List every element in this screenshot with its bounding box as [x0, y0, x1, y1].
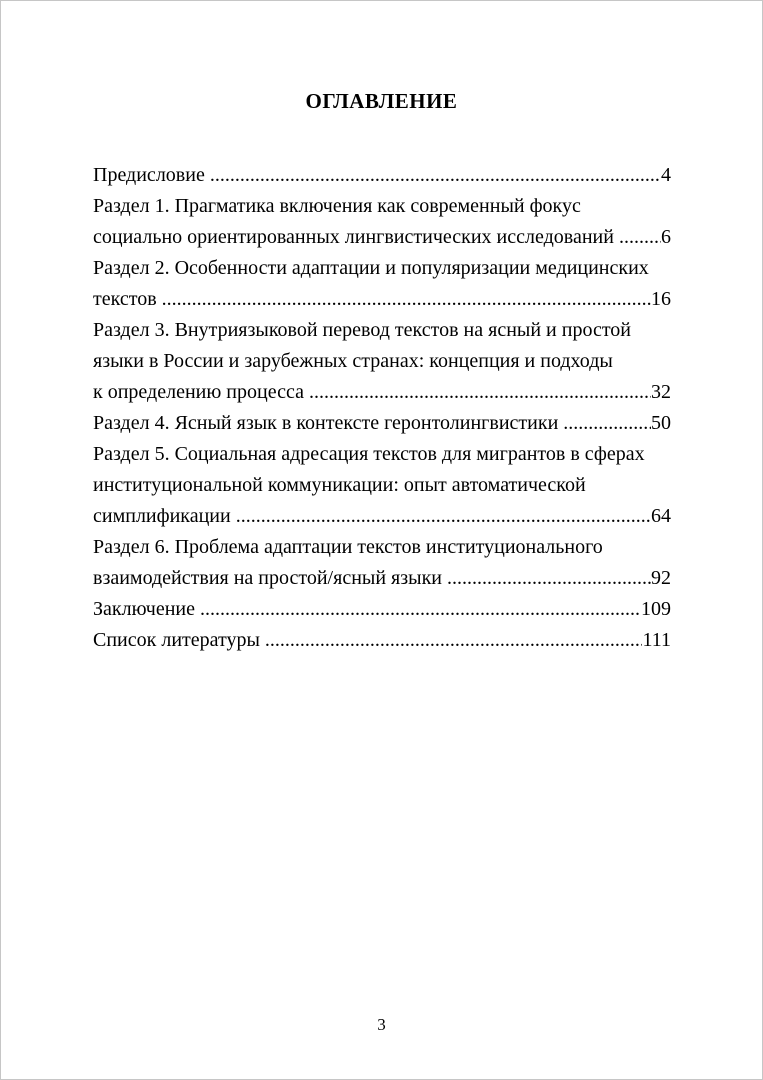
toc-entry-page: 111 — [642, 629, 671, 651]
toc-entry — [93, 625, 671, 656]
toc-entry-line: Раздел 3. Внутриязыковой перевод текстов на ясный и простой — [93, 319, 632, 341]
toc-entry-text: Раздел 4. Ясный язык в контексте геронтолингвистики — [93, 412, 559, 434]
toc-entry-line: Раздел 1. Прагматика включения как современный фокус — [93, 195, 581, 217]
toc-entry-text: Заключение — [93, 598, 195, 620]
toc-entry-page: 50 — [651, 412, 671, 434]
toc-entry — [93, 315, 671, 408]
toc-entry — [93, 253, 671, 315]
toc-entry-page: 109 — [641, 598, 671, 620]
toc-entry-text: Список литературы — [93, 629, 260, 651]
toc-entry-page: 16 — [651, 288, 671, 310]
toc-entry-lastline — [93, 625, 671, 656]
toc-entry-lastline — [93, 222, 671, 253]
toc-entry-page: 92 — [651, 567, 671, 589]
dot-leader — [558, 408, 651, 439]
toc-entry-lastline — [93, 160, 671, 191]
toc-entry-lastline — [93, 408, 671, 439]
toc-entry — [93, 594, 671, 625]
toc-entry-line: Раздел 5. Социальная адресация текстов для мигрантов в сферах — [93, 443, 645, 465]
toc-entry-lastline — [93, 501, 671, 532]
toc-entry-text: социально ориентированных лингвистических исследований — [93, 226, 614, 248]
toc-entry-page: 32 — [651, 381, 671, 403]
table-of-contents — [93, 160, 671, 656]
toc-entry-lastline — [93, 284, 671, 315]
dot-leader — [304, 377, 651, 408]
toc-entry-text: Предисловие — [93, 164, 205, 186]
dot-leader — [205, 160, 661, 191]
toc-entry — [93, 408, 671, 439]
toc-entry-text: к определению процесса — [93, 381, 304, 403]
toc-entry-line: Раздел 6. Проблема адаптации текстов институционального — [93, 536, 603, 558]
toc-entry-lastline — [93, 377, 671, 408]
dot-leader — [195, 594, 641, 625]
toc-entry-lastline — [93, 594, 671, 625]
toc-entry — [93, 439, 671, 532]
dot-leader — [442, 563, 651, 594]
toc-entry-text: текстов — [93, 288, 157, 310]
toc-entry — [93, 160, 671, 191]
toc-entry — [93, 191, 671, 253]
dot-leader — [614, 222, 661, 253]
toc-entry-page: 6 — [661, 226, 671, 248]
toc-entry — [93, 532, 671, 594]
toc-entry-line: языки в России и зарубежных странах: концепция и подходы — [93, 350, 613, 372]
dot-leader — [231, 501, 651, 532]
toc-entry-text: взаимодействия на простой/ясный языки — [93, 567, 442, 589]
dot-leader — [260, 625, 643, 656]
toc-entry-line: институциональной коммуникации: опыт автоматической — [93, 474, 586, 496]
toc-entry-line: Раздел 2. Особенности адаптации и популяризации медицинских — [93, 257, 649, 279]
toc-entry-text: симплификации — [93, 505, 231, 527]
page-number: 3 — [377, 1015, 386, 1034]
toc-entry-page: 4 — [661, 164, 671, 186]
page-title: ОГЛАВЛЕНИЕ — [305, 89, 458, 113]
toc-entry-page: 64 — [651, 505, 671, 527]
toc-entry-lastline — [93, 563, 671, 594]
dot-leader — [157, 284, 651, 315]
